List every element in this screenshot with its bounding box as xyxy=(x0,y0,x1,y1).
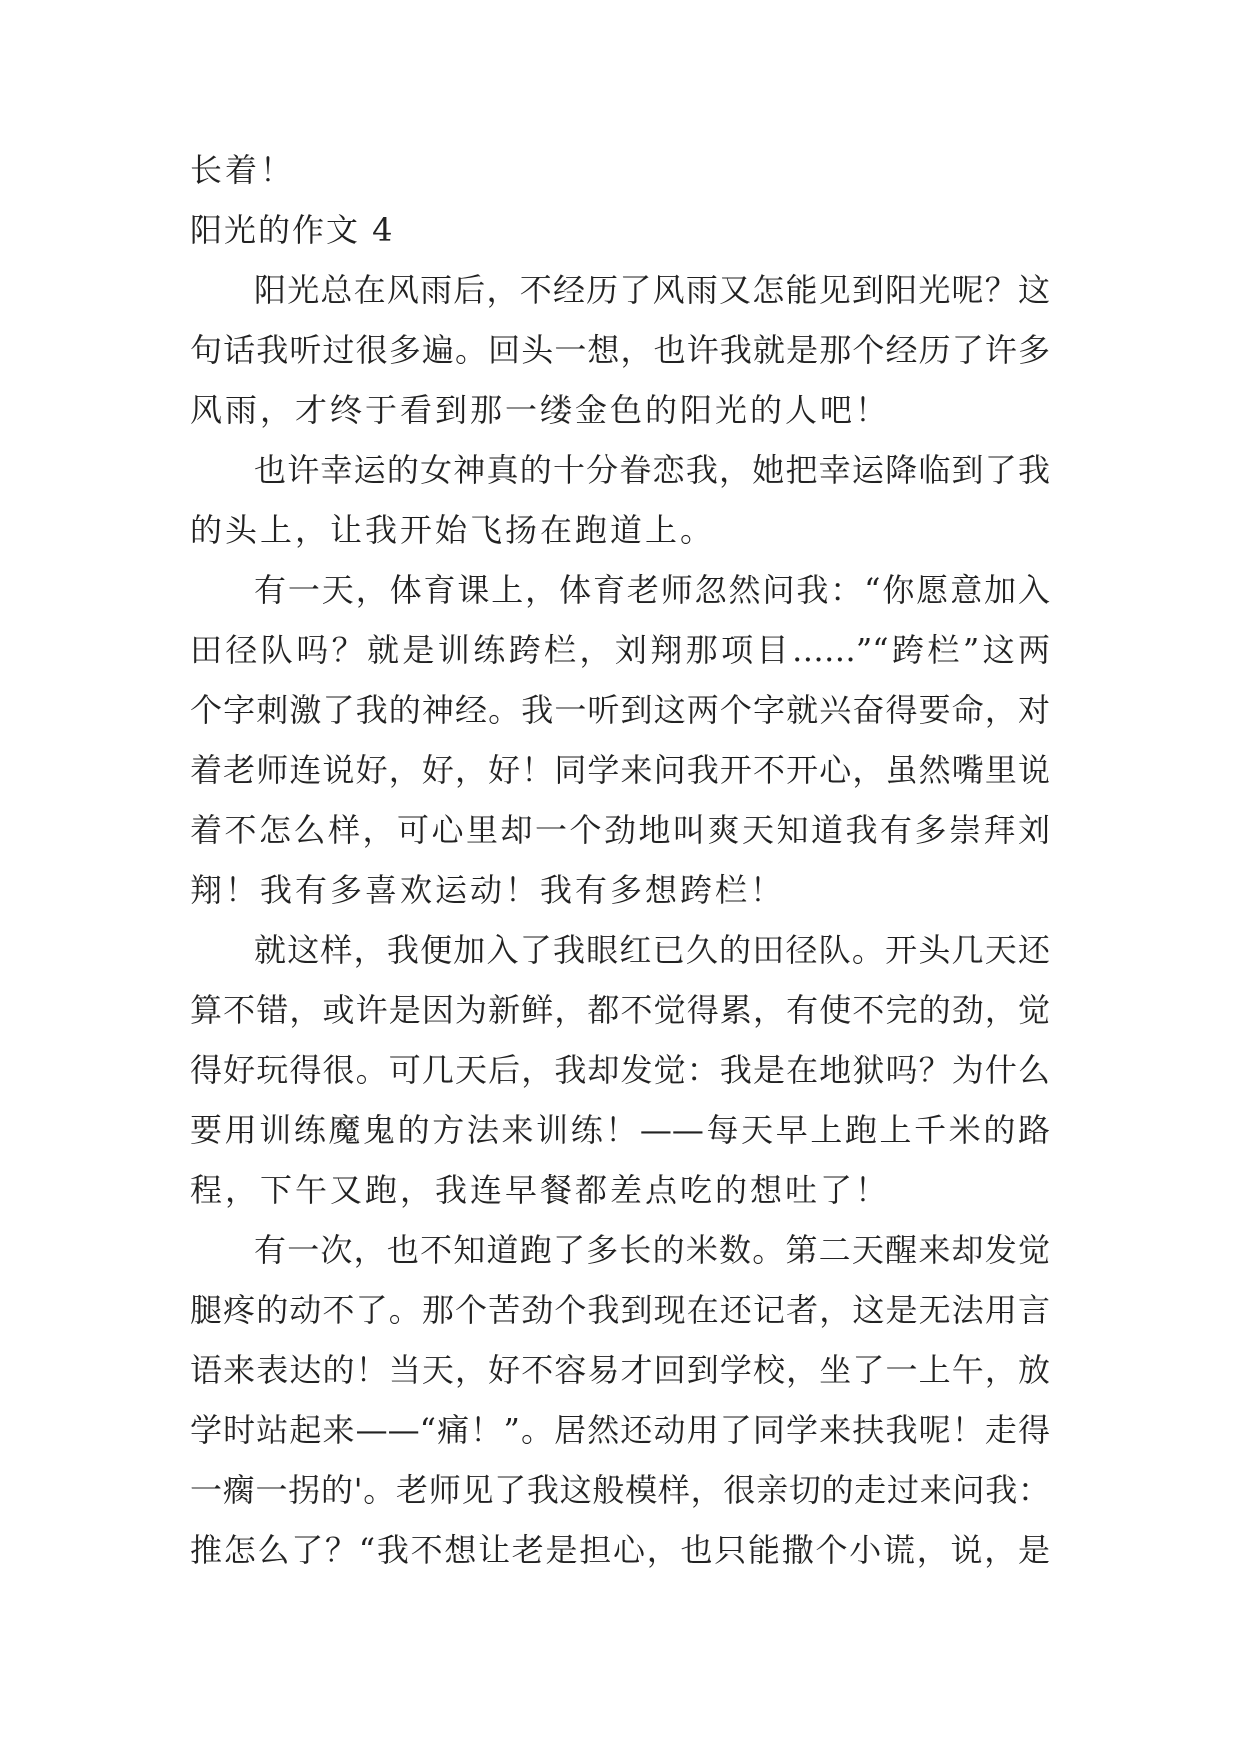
text-line: 得好玩得很。可几天后，我却发觉：我是在地狱吗？为什么 xyxy=(190,1051,1050,1089)
text-line: 语来表达的！当天，好不容易才回到学校，坐了一上午，放 xyxy=(190,1351,1050,1389)
text-line: 着老师连说好，好，好！同学来问我开不开心，虽然嘴里说 xyxy=(190,751,1050,789)
text-line: 句话我听过很多遍。回头一想，也许我就是那个经历了许多 xyxy=(190,331,1050,369)
text-line: 长着！ xyxy=(190,151,296,189)
text-line: 要用训练魔鬼的方法来训练！——每天早上跑上千米的路 xyxy=(190,1111,1050,1149)
text-line: 阳光总在风雨后，不经历了风雨又怎能见到阳光呢？这 xyxy=(254,271,1050,309)
text-line: 个字刺激了我的神经。我一听到这两个字就兴奋得要命，对 xyxy=(190,691,1050,729)
text-line: 也许幸运的女神真的十分眷恋我，她把幸运降临到了我 xyxy=(254,451,1050,489)
text-line: 风雨，才终于看到那一缕金色的阳光的人吧！ xyxy=(190,391,891,429)
text-line: 田径队吗？就是训练跨栏，刘翔那项目……”“跨栏”这两 xyxy=(190,631,1050,669)
text-line: 翔！我有多喜欢运动！我有多想跨栏！ xyxy=(190,871,786,909)
text-line: 就这样，我便加入了我眼红已久的田径队。开头几天还 xyxy=(254,931,1050,969)
text-line: 算不错，或许是因为新鲜，都不觉得累，有使不完的劲，觉 xyxy=(190,991,1050,1029)
text-line: 程，下午又跑，我连早餐都差点吃的想吐了！ xyxy=(190,1171,891,1209)
text-line: 有一次，也不知道跑了多长的米数。第二天醒来却发觉 xyxy=(254,1231,1050,1269)
text-line: 着不怎么样，可心里却一个劲地叫爽天知道我有多崇拜刘 xyxy=(190,811,1050,849)
text-line: 推怎么了？“我不想让老是担心，也只能撒个小谎，说，是 xyxy=(190,1531,1050,1569)
text-line: 学时站起来——“痛！”。居然还动用了同学来扶我呢！走得 xyxy=(190,1411,1050,1449)
text-line: 一瘸一拐的'。老师见了我这般模样，很亲切的走过来问我： xyxy=(190,1471,1050,1509)
text-line: 有一天，体育课上，体育老师忽然问我：“你愿意加入 xyxy=(254,571,1050,609)
text-line: 的头上，让我开始飞扬在跑道上。 xyxy=(190,511,716,549)
text-line: 腿疼的动不了。那个苦劲个我到现在还记者，这是无法用言 xyxy=(190,1291,1050,1329)
section-title: 阳光的作文 4 xyxy=(190,211,395,249)
